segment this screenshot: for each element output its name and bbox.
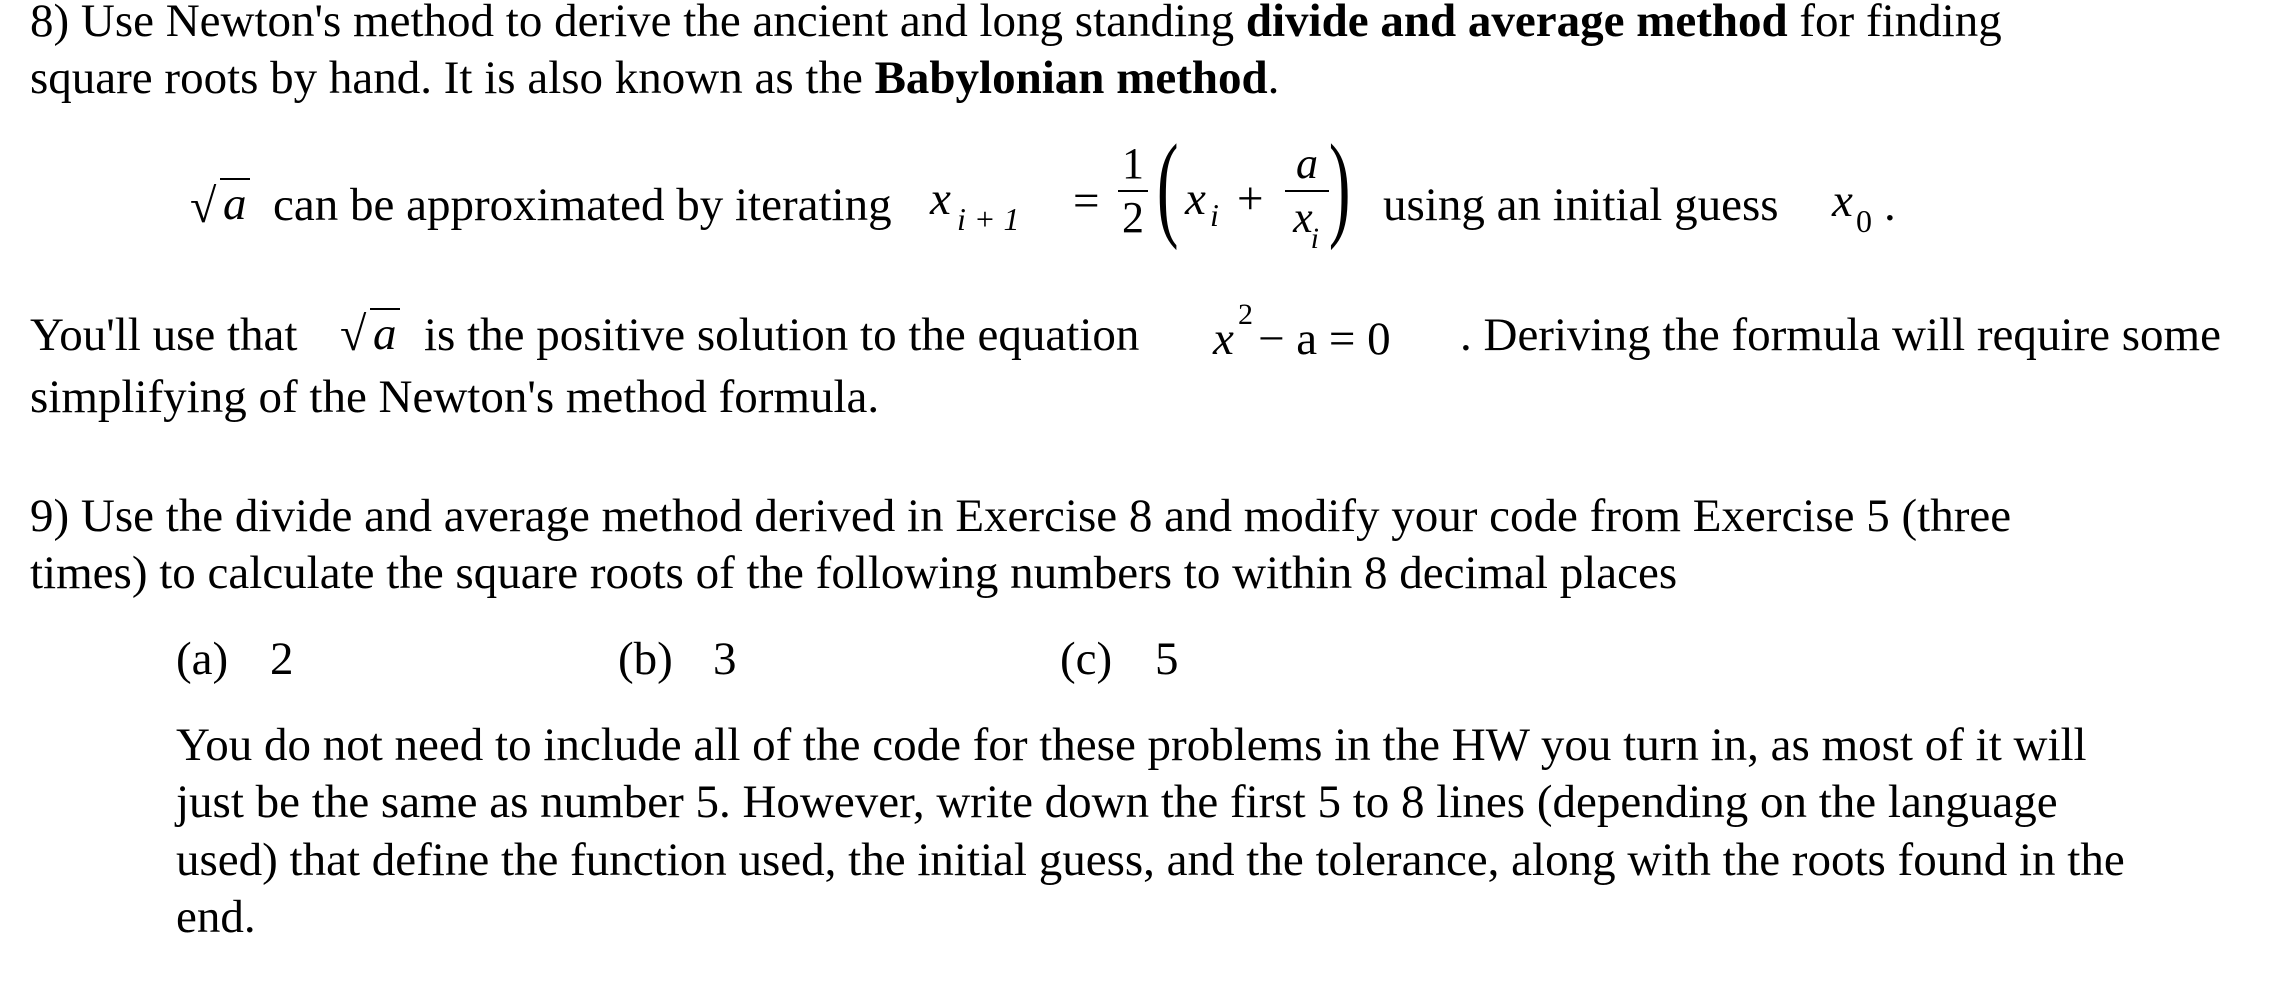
line3-eq-x: x bbox=[1213, 313, 1234, 365]
fraction-a-den-var: x bbox=[1293, 193, 1313, 242]
fraction-a-numerator: a bbox=[1296, 139, 1318, 188]
problem8-line4: simplifying of the Newton's method formula. bbox=[30, 371, 880, 423]
note-line-3: used) that define the function used, the initial guess, and the tolerance, along with the roots found in the bbox=[176, 834, 2125, 886]
line3-eq-rest: − a = 0 bbox=[1258, 313, 1391, 365]
line3-sqrt-arg: a bbox=[370, 308, 400, 358]
formula-x0-var: x bbox=[1832, 175, 1853, 227]
formula-lhs-var: x bbox=[930, 173, 951, 225]
problem8-line1-text: 8) Use Newton's method to derive the ancient and long standing bbox=[30, 0, 1246, 47]
formula-equals: = bbox=[1073, 175, 1100, 227]
choice-b-label: (b) bbox=[618, 633, 673, 685]
fraction-a-bar bbox=[1285, 190, 1329, 192]
problem8-line2 bbox=[30, 49, 1279, 107]
formula-lhs-sub: i + 1 bbox=[957, 201, 1020, 237]
line3-sqrt-sign: √ bbox=[340, 308, 367, 361]
choice-c-label: (c) bbox=[1060, 633, 1113, 685]
choice-a-label: (a) bbox=[176, 633, 229, 685]
note-line-1: You do not need to include all of the code for these problems in the HW you turn in, as most of it will bbox=[176, 719, 2087, 771]
formula-fraction-a-over-xi bbox=[1285, 139, 1329, 255]
formula-sqrt-sign: √ bbox=[190, 180, 217, 233]
formula-text-end: using an initial guess bbox=[1383, 179, 1779, 231]
fraction-half-bar bbox=[1118, 190, 1148, 192]
line3-eq-sup: 2 bbox=[1238, 298, 1253, 331]
formula-left-paren: ( bbox=[1156, 120, 1179, 251]
problem9-line2: times) to calculate the square roots of the following numbers to within 8 decimal places bbox=[30, 547, 1678, 599]
formula-period: . bbox=[1884, 179, 1896, 231]
formula-x0-sub: 0 bbox=[1856, 203, 1872, 239]
formula-right-paren: ) bbox=[1328, 120, 1351, 251]
problem8-line3-mid: is the positive solution to the equation bbox=[424, 309, 1140, 361]
formula-xi-sub: i bbox=[1210, 197, 1219, 233]
problem8-line3-text: You'll use that bbox=[30, 309, 298, 361]
formula-fraction-half bbox=[1118, 140, 1148, 242]
note-line-4: end. bbox=[176, 891, 256, 943]
fraction-half-numerator: 1 bbox=[1122, 139, 1144, 188]
formula-plus: + bbox=[1237, 173, 1264, 225]
fraction-a-denominator bbox=[1285, 193, 1329, 255]
problem8-line3-tail: . Deriving the formula will require some bbox=[1460, 309, 2221, 361]
formula-text-mid: can be approximated by iterating bbox=[273, 179, 892, 231]
problem8-line2-text: square roots by hand. It is also known as the bbox=[30, 52, 875, 104]
note-line-2: just be the same as number 5. However, write down the first 5 to 8 lines (depending on the language bbox=[176, 776, 2058, 828]
problem8-line1 bbox=[30, 0, 2002, 50]
problem8-bold-method: divide and average method bbox=[1245, 0, 1788, 47]
problem8-line1-tail: for finding bbox=[1787, 0, 2002, 47]
formula-xi-var: x bbox=[1185, 173, 1206, 225]
choice-a-value: 2 bbox=[270, 633, 294, 685]
formula-sqrt-arg: a bbox=[220, 178, 250, 228]
fraction-half-denominator: 2 bbox=[1122, 193, 1144, 242]
fraction-a-den-sub: i bbox=[1310, 222, 1319, 255]
choice-b-value: 3 bbox=[713, 633, 737, 685]
problem8-line2-tail: . bbox=[1267, 52, 1280, 104]
problem9-line1: 9) Use the divide and average method derived in Exercise 8 and modify your code from Exercise 5 (three bbox=[30, 490, 2012, 542]
problem8-bold-babylonian: Babylonian method bbox=[874, 52, 1268, 104]
choice-c-value: 5 bbox=[1155, 633, 1179, 685]
